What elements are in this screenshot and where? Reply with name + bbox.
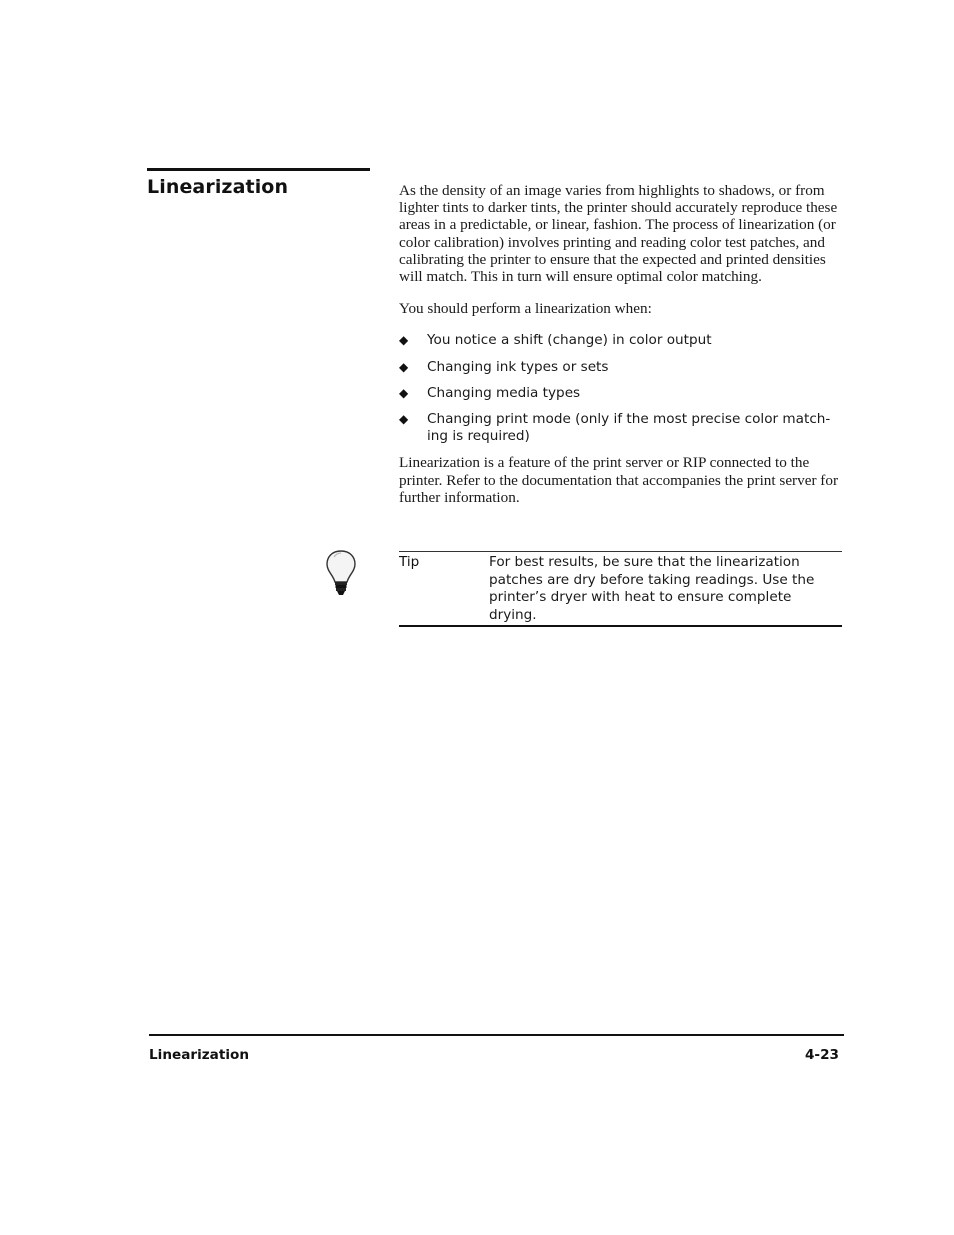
- bullet-text: Changing ink types or sets: [427, 358, 609, 375]
- tip-text: For best results, be sure that the linearization patches are dry before taking readings. Use the printer’s dryer with heat to ensure complete drying.: [489, 554, 815, 623]
- tip-box: [399, 551, 842, 627]
- section-title: Linearization: [147, 176, 289, 198]
- lightbulb-icon: [325, 549, 357, 597]
- tip-label: Tip: [399, 554, 420, 570]
- footer-section-name: Linearization: [149, 1047, 250, 1063]
- bullet-text: Changing print mode (only if the most precise color match-ing is required): [427, 411, 831, 445]
- diamond-bullet-icon: ◆: [399, 333, 409, 348]
- lead-in-paragraph: You should perform a linearization when:: [399, 300, 652, 318]
- diamond-bullet-icon: ◆: [399, 385, 409, 400]
- page-number: 4-23: [804, 1047, 839, 1063]
- diamond-bullet-icon: ◆: [399, 412, 409, 427]
- list-item: [399, 359, 844, 376]
- bullet-text: You notice a shift (change) in color output: [427, 332, 712, 349]
- list-item: [399, 332, 844, 349]
- footer-rule: [149, 1034, 844, 1036]
- intro-paragraph: As the density of an image varies from highlights to shadows, or from lighter tints to darker tints, the printer should accurately reproduce these areas in a predictable, or linear, fashion. The process of linearization (or color calibration) involves printing and reading color test patches, and calibrating the printer to ensure that the expected and printed densities will match. This in turn will ensure optimal color matching.: [399, 182, 838, 286]
- list-item: [399, 385, 844, 402]
- bullet-text: Changing media types: [427, 384, 581, 401]
- diamond-bullet-icon: ◆: [399, 359, 409, 374]
- section-rule: [147, 168, 370, 171]
- bullet-list: [399, 332, 844, 445]
- closing-paragraph: Linearization is a feature of the print server or RIP connected to the printer. Refer to the documentation that accompanies the print server for further information.: [399, 454, 839, 506]
- list-item: [399, 411, 844, 445]
- body-column: [399, 182, 844, 521]
